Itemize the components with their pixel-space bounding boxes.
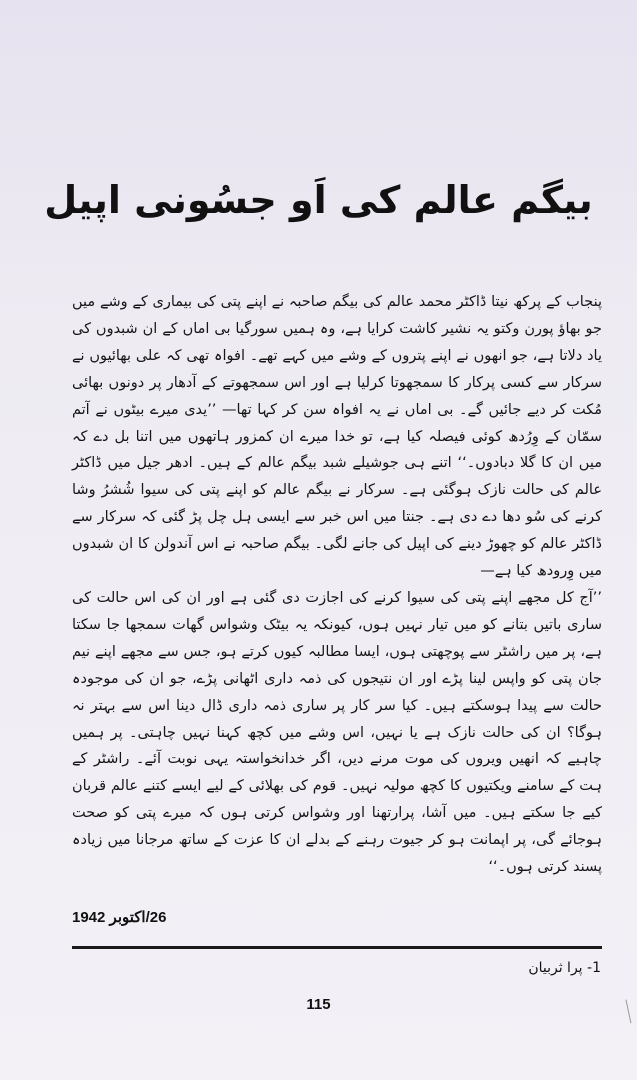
footnote: 1- پرا ثربیان <box>528 960 601 976</box>
page-title: بیگم عالم کی اَو جسُونی اپیل <box>44 178 593 222</box>
page-number: 115 <box>306 996 331 1013</box>
article-body <box>72 289 602 881</box>
article-date: 26/اکتوبر 1942 <box>72 909 167 926</box>
paragraph-intro: پنجاب کے پرکھ نیتا ڈاکٹر محمد عالم کی بیگم صاحبہ نے اپنے پتی کی بیماری کے وشے میں جو بھاؤ پورن وکتو یہ نشیر کاشت کرایا ہے، وہ ہمیں سورگیا بی اماں کے ان شبدوں کی یاد دلاتا ہے، جو انھوں نے اپنے پتروں کے وشے میں کہے تھے۔ افواہ تھی کہ علی بھائیوں نے سرکار سے کسی پرکار کا سمجھوتا کرلیا ہے اور اس سمجھوتے کے آدھار پر دونوں بھائی مُکت کر دیے جائیں گے۔ بی اماں نے یہ افواہ سن کر کہا تھا— ’’یدی میرے بیٹوں نے آتم سمّان کے وِرُدھ کوئی فیصلہ کیا ہے، تو خدا میرے ان کمزور ہاتھوں میں اتنا بل دے کہ میں ان کا گلا دبادوں۔‘‘ اتنے ہی جوشیلے شبد بیگم عالم کے ہیں۔ ادھر جیل میں ڈاکٹر عالم کی حالت نازک ہوگئی ہے۔ سرکار نے بیگم عالم کو اپنے پتی کی سیوا شُشرُ وشا کرنے کی سُو دھا دے دی ہے۔ جنتا میں اس خبر سے ایسی ہل چل پڑ گئی کہ سرکار سے ڈاکٹر عالم کو چھوڑ دینے کی اپیل کی جانے لگی۔ بیگم صاحبہ نے اس آندولن کا ان شبدوں میں وِرودھ کیا ہے— <box>72 294 602 580</box>
footnote-divider <box>72 946 602 949</box>
paragraph-quote: ’’آج کل مجھے اپنے پتی کی سیوا کرنے کی اجازت دی گئی ہے اور ان کی اس حالت کی ساری باتیں بتانے کو میں تیار نہیں ہوں، کیونکہ یہ بیٹک وشواس گھات سمجھا جا سکتا ہے، پر میں راشٹر سے پوچھتی ہوں، ایسا مطالبہ کیوں کرتے ہو، جس سے مجھے اپنے نیم جان پتی کو واپس لینا پڑے اور ان نتیجوں کی ذمہ داری اٹھانی پڑے، جو ان کی موجودہ حالت سے پیدا ہوسکتے ہیں۔ کیا سر کار پر ساری ذمہ داری ڈال دینا اس سے بہتر نہ ہوگا؟ ان کی حالت نازک ہے یا نہیں، اس وشے میں کچھ کہنا نہیں چاہتی۔ پر ہمیں چاہیے کہ انھیں ویروں کی موت مرنے دیں، اگر خدانخواستہ یہی نوبت آئے۔ راشٹر کے ہت کے سامنے ویکتیوں کا کچھ مولیہ نہیں۔ قوم کی بھلائی کے لیے ایسے کتنے عالم قربان کیے جا سکتے ہیں۔ میں آشا، پرارتھنا اور وشواس کرتی ہوں کہ میرے پتی کو صحت ہوجائے گی، پر اپمانت ہو کر جیوت رہنے کے بدلے ان کا عزت کے ساتھ مرجانا میں زیادہ پسند کرتی ہوں۔‘‘ <box>72 589 602 876</box>
